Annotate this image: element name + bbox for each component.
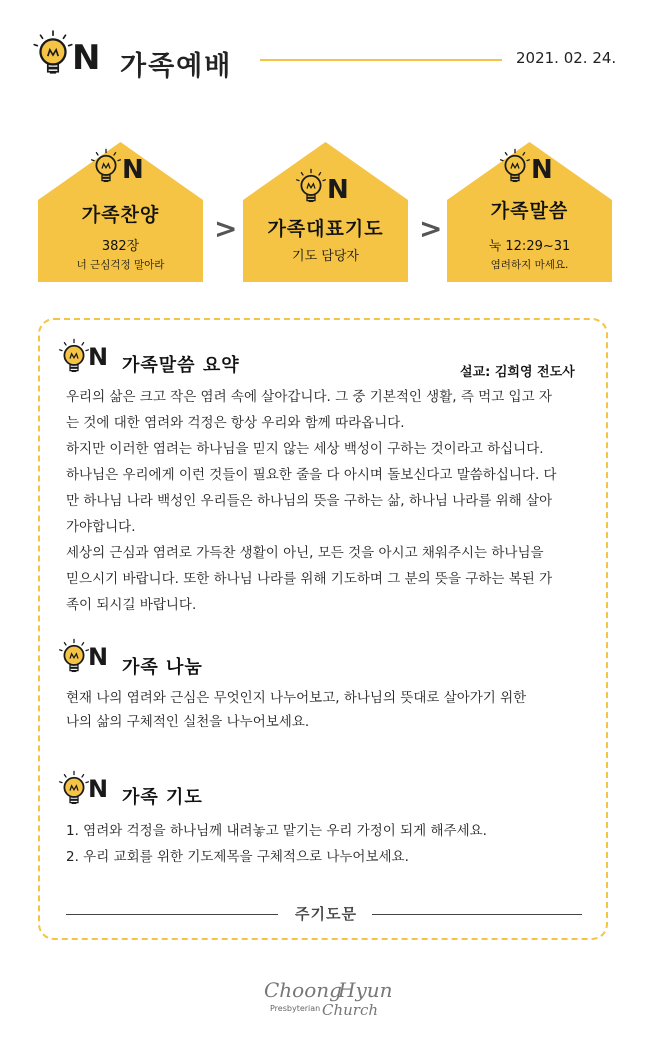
lightbulb-icon: [32, 30, 74, 78]
section-title-prayer: 가족 기도: [122, 787, 203, 808]
chevron-right-icon: >: [214, 212, 238, 245]
logo-letter: N: [88, 775, 109, 803]
lords-prayer-label: 주기도문: [295, 905, 357, 923]
hymn-number: 382장: [101, 239, 140, 254]
prayer-list: [66, 818, 586, 870]
sharing-text: 현재 나의 염려와 근심은 무엇인지 나누어보고, 하나님의 뜻대로 살아가기 위한 나의 삶의 구체적인 실천을 나누어보세요.: [66, 690, 527, 730]
house-title: 가족대표기도: [267, 218, 384, 240]
lightbulb-icon: [90, 148, 122, 186]
divider: [372, 914, 582, 915]
prayer-item: 2. 우리 교회를 위한 기도제목을 구체적으로 나누어보세요.: [66, 849, 409, 865]
date: 2021. 02. 24.: [516, 49, 617, 67]
logo-letter: N: [122, 155, 144, 185]
church-logo-word: Church: [322, 1001, 379, 1019]
scripture-reference: 눅 12:29~31: [488, 239, 571, 254]
lightbulb-icon: [295, 168, 327, 206]
prayer-item: 1. 염려와 걱정을 하나님께 내려놓고 맡기는 우리 가정이 되게 해주세요.: [66, 823, 487, 839]
house-title: 가족찬양: [81, 204, 160, 226]
section-title-sermon: 가족말씀 요약: [122, 355, 240, 376]
logo-letter: N: [72, 38, 101, 78]
lightbulb-icon: [58, 338, 90, 376]
house-card-word: [447, 142, 612, 282]
logo-letter: N: [531, 155, 553, 185]
lightbulb-icon: [499, 148, 531, 186]
house-card-prayer-rep: [243, 142, 408, 282]
logo-letter: N: [88, 343, 109, 371]
house-card-praise: [38, 142, 203, 282]
lightbulb-icon: [58, 638, 90, 676]
divider: [260, 59, 502, 61]
lightbulb-icon: [58, 770, 90, 808]
church-logo-word: Hyun: [338, 978, 393, 1002]
prayer-leader: 기도 담당자: [292, 249, 359, 264]
hymn-title: 너 근심걱정 말아라: [76, 259, 165, 271]
section-title-sharing: 가족 나눔: [122, 657, 203, 678]
house-title: 가족말씀: [490, 200, 569, 222]
church-logo-word: Presbyterian: [270, 1004, 321, 1013]
logo-letter: N: [327, 175, 349, 205]
preacher: 설교: 김희영 전도사: [460, 365, 575, 380]
logo-letter: N: [88, 643, 109, 671]
scripture-theme: 염려하지 마세요.: [490, 259, 569, 271]
page-title: 가족예배: [120, 51, 233, 82]
church-logo-word: Choong: [264, 978, 342, 1002]
sermon-summary: 우리의 삶은 크고 작은 염려 속에 살아갑니다. 그 중 기본적인 생활, 즉 먹고 입고 자 는 것에 대한 염려와 걱정은 항상 우리와 함께 따라옵니다. 하지만 이러한 염려는 하나님을 믿지 않는 세상 백성이 구하는 것이라고 하십니다. 하나님은 우리에게 이런 것들이 필요한 줄을 다 아시며 돌보신다고 말씀하십니다. 다 만 하나님 나라 백성인 우리들은 하나님의 뜻을 구하는 삶, 하나님 나라를 위해 살아 가야합니다. 세상의 근심과 염려로 가득찬 생활이 아닌, 모든 것을 아시고 채워주시는 하나님을 믿으시기 바랍니다. 또한 하나님 나라를 위해 기도하며 그 분의 뜻을 구하는 복된 가 족이 되시길 바랍니다.: [66, 389, 557, 613]
divider: [66, 914, 278, 915]
chevron-right-icon: >: [419, 212, 443, 245]
